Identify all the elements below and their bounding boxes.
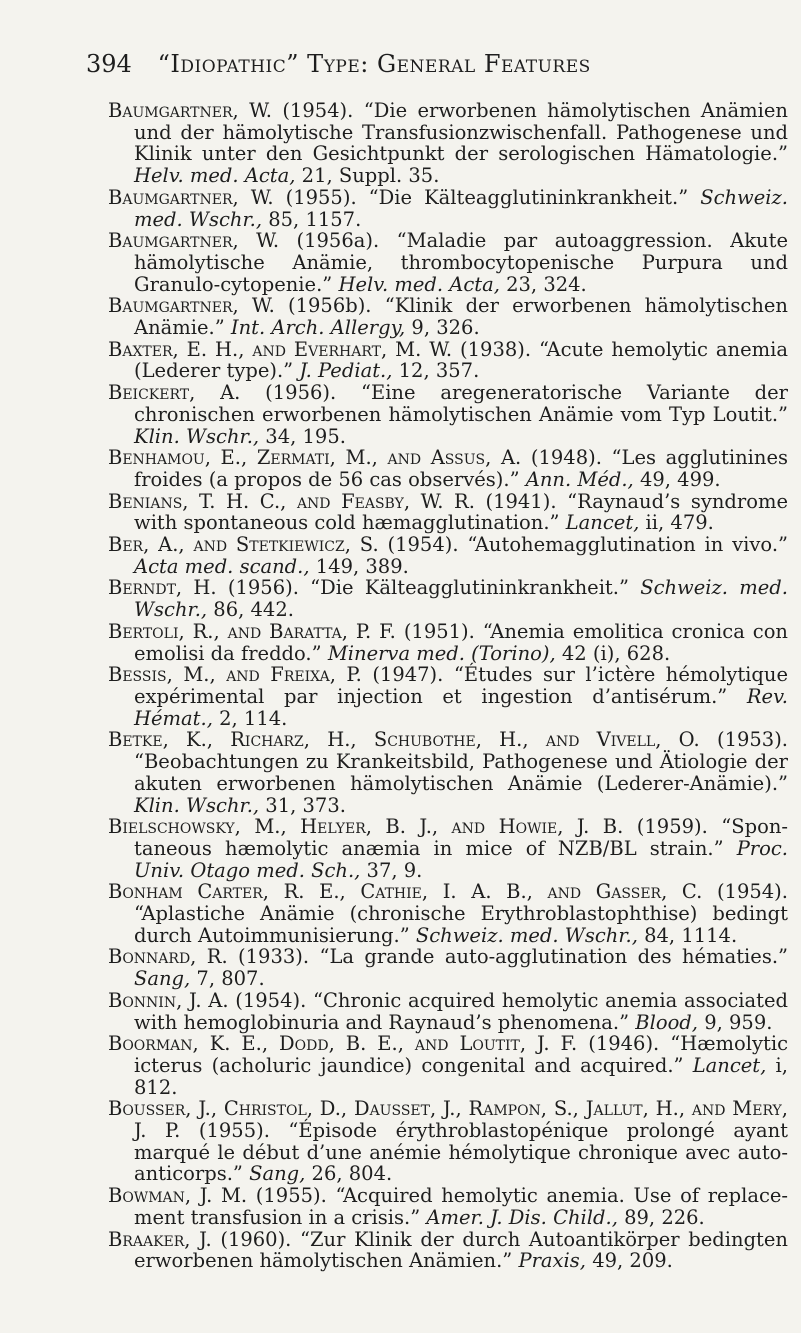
reference-year-title: (1954). “Autohemagglutination in vivo.” [378, 533, 788, 557]
reference-year-title: (1953). “Beobachtungen zu Krankeitsbild, Pathogenese und Ätiologie der akuten erworbenen hämolytischen Anämie (Lederer-Anämie).” [134, 728, 788, 795]
reference-authors: Benians, T. H. C., and Feasby, W. R. [108, 489, 475, 513]
reference-year-title: (1954). “Aplastiche Anämie (chronische Erythroblastophthise) bedingt durch Autoimmunisierung.” [134, 880, 788, 947]
reference-year-title: (1955). “Épisode érythroblastopénique prolongé ayant marqué le début d’une anémie hémolytique chronique avec auto-anticorps.” [134, 1119, 788, 1186]
reference-entry [108, 100, 788, 187]
reference-authors: Baumgartner, W. [108, 99, 272, 122]
reference-authors: Berndt, H. [108, 576, 217, 600]
reference-entry [108, 577, 788, 620]
reference-entry [108, 295, 788, 338]
reference-entry [108, 1229, 788, 1272]
reference-journal: Helv. med. Acta, [338, 272, 500, 296]
page-number: 394 [86, 50, 132, 78]
reference-details: 49, 499. [633, 467, 721, 491]
reference-journal: Lancet, [692, 1053, 767, 1077]
reference-year-title: (1948). “Les agglutinines froides (a propos de 56 cas observés).” [134, 446, 788, 491]
reference-journal: Sang, [134, 967, 191, 991]
reference-journal: Rev. Hémat., [134, 684, 788, 730]
reference-entry [108, 729, 788, 816]
reference-entry [108, 664, 788, 729]
reference-authors: Bessis, M., and Freixa, P. [108, 663, 362, 687]
reference-year-title: (1954). “Die erworbenen hämolytischen Anämien und der hämolytische Transfusionzwischenfall. Pathogenese und Klinik unter den Gesichtpunkt der serologischen Hämatologie.” [134, 99, 788, 166]
reference-journal: Acta med. scand., [134, 554, 310, 578]
reference-journal: Int. Arch. Allergy, [230, 316, 406, 340]
reference-details: 85, 1157. [262, 207, 362, 231]
reference-year-title: (1956). “Die Kälteagglutininkrankheit.” [216, 576, 641, 600]
reference-year-title: (1947). “Études sur l’ictère hémolytique expérimental par injection et ingestion d’antisérum.” [134, 663, 789, 708]
reference-entry [108, 230, 788, 295]
reference-journal: Klin. Wschr., [134, 424, 260, 448]
running-title: “Idiopathic” Type: General Features [157, 50, 591, 78]
reference-authors: Baumgartner, W. [108, 185, 274, 209]
reference-year-title: (1956a). “Maladie par autoaggression. Akute hämolytische Anämie, thrombocytopenische Purpura und Granulo-cytopenie.” [134, 229, 788, 296]
reference-authors: Baxter, E. H., and Everhart, M. W. [108, 337, 453, 361]
reference-year-title: (1955). “Die Kälteagglutininkrankheit.” [273, 185, 701, 209]
reference-authors: Baumgartner, W. [108, 294, 275, 318]
reference-details: 9, 326. [405, 316, 480, 340]
reference-journal: Minerva med. (Torino), [327, 641, 556, 665]
reference-authors: Boorman, K. E., Dodd, B. E., and Loutit, J. F. [108, 1032, 578, 1056]
page-header [86, 48, 746, 80]
reference-year-title: (1951). “Anemia emolitica cronica con emolisi da freddo.” [134, 619, 788, 665]
reference-journal: Blood, [635, 1010, 698, 1034]
reference-entry [108, 1185, 788, 1228]
reference-details: 34, 195. [259, 424, 346, 448]
reference-entry [108, 1098, 788, 1185]
reference-year-title: (1941). “Raynaud’s syndrome with spontaneous cold hæmagglutination.” [134, 489, 789, 535]
reference-details: 84, 1114. [637, 923, 738, 947]
reference-authors: Bielschowsky, M., Helyer, B. J., and Howie, J. B. [108, 815, 624, 839]
reference-entry [108, 990, 788, 1033]
reference-authors: Bertoli, R., and Baratta, P. F. [108, 619, 396, 643]
reference-entry [108, 881, 788, 946]
reference-journal: Proc. Univ. Otago med. Sch., [134, 836, 788, 882]
reference-year-title: (1933). “La grande auto-agglutination des hématies.” [227, 945, 788, 969]
reference-journal: Sang, [249, 1162, 306, 1186]
reference-authors: Baumgartner, W. [108, 229, 280, 253]
reference-details: ii, 479. [639, 511, 714, 535]
reference-year-title: (1938). “Acute hemolytic anemia (Lederer type).” [134, 337, 788, 383]
reference-details: 42 (i), 628. [555, 641, 671, 665]
reference-entry [108, 187, 788, 230]
reference-details: 2, 114. [212, 706, 288, 730]
reference-details: 7, 807. [190, 967, 265, 991]
reference-journal: Praxis, [518, 1249, 586, 1273]
reference-authors: Bonnard, R. [108, 945, 228, 969]
reference-details: i, 812. [134, 1053, 788, 1099]
reference-authors: Ber, A., and Stetkiewicz, S. [108, 533, 379, 557]
reference-authors: Beickert, A. [108, 381, 241, 405]
reference-authors: Bowman, J. M. [108, 1184, 248, 1208]
reference-year-title: (1955). “Acquired hemolytic anemia. Use of replace-ment transfusion in a crisis.” [134, 1184, 788, 1229]
reference-details: 86, 442. [207, 598, 294, 622]
reference-details: 149, 389. [309, 554, 409, 578]
reference-journal: J. Pediat., [299, 359, 393, 383]
reference-authors: Betke, K., Richarz, H., Schubothe, H., and Vivell, O. [108, 728, 700, 752]
reference-details: 21, Suppl. 35. [295, 164, 440, 188]
reference-year-title: (1956). “Eine aregeneratorische Variante der chronischen erworbenen hämolytischen Anämie vom Typ Loutit.” [134, 381, 789, 426]
reference-details: 23, 324. [499, 272, 587, 296]
reference-details: 37, 9. [360, 858, 423, 882]
reference-details: 31, 373. [259, 793, 346, 817]
reference-details: 49, 209. [586, 1249, 673, 1273]
reference-journal: Klin. Wschr., [134, 793, 260, 817]
reference-entry [108, 447, 788, 490]
reference-authors: Bousser, J., Christol, D., Dausset, J., Rampon, S., Jallut, H., and Mery, J. P. [108, 1097, 788, 1143]
reference-entry [108, 621, 788, 664]
reference-entry [108, 946, 788, 989]
reference-journal: Ann. Méd., [525, 467, 634, 491]
reference-authors: Bonnin, J. A. [108, 988, 229, 1012]
reference-journal: Amer. J. Dis. Child., [426, 1205, 618, 1229]
reference-entry [108, 1033, 788, 1098]
reference-year-title: (1954). “Chronic acquired hemolytic anemia associated with hemoglobinuria and Raynaud’s phenomena.” [134, 988, 788, 1034]
reference-entry [108, 382, 788, 447]
reference-entry [108, 534, 788, 577]
reference-entry [108, 491, 788, 534]
reference-details: 26, 804. [305, 1162, 393, 1186]
reference-details: 9, 959. [698, 1010, 773, 1034]
reference-list [108, 100, 788, 1272]
reference-entry [108, 816, 788, 881]
reference-authors: Bonham Carter, R. E., Cathie, I. A. B., and Gasser, C. [108, 880, 703, 904]
reference-journal: Schweiz. med. Wschr., [415, 923, 638, 947]
reference-journal: Helv. med. Acta, [134, 164, 296, 188]
reference-year-title: (1959). “Spon-taneous hæmolytic anæmia in mice of NZB/BL strain.” [134, 815, 788, 860]
reference-details: 12, 357. [392, 359, 480, 383]
reference-journal: Lancet, [565, 511, 640, 535]
reference-year-title: (1956b). “Klinik der erworbenen hämolytischen Anämie.” [134, 294, 788, 340]
reference-journal: Schweiz. med. Wschr., [134, 576, 788, 622]
reference-details: 89, 226. [617, 1205, 705, 1229]
reference-journal: Schweiz. med. Wschr., [134, 185, 788, 231]
reference-entry [108, 339, 788, 382]
reference-authors: Braaker, J. [108, 1227, 212, 1251]
reference-authors: Benhamou, E., Zermati, M., and Assus, A. [108, 446, 522, 470]
reference-year-title: (1960). “Zur Klinik der durch Autoantikörper bedingten erworbenen hämolytischen Anämien.” [134, 1227, 788, 1273]
reference-year-title: (1946). “Hæmolytic icterus (acholuric jaundice) congenital and acquired.” [134, 1032, 789, 1077]
